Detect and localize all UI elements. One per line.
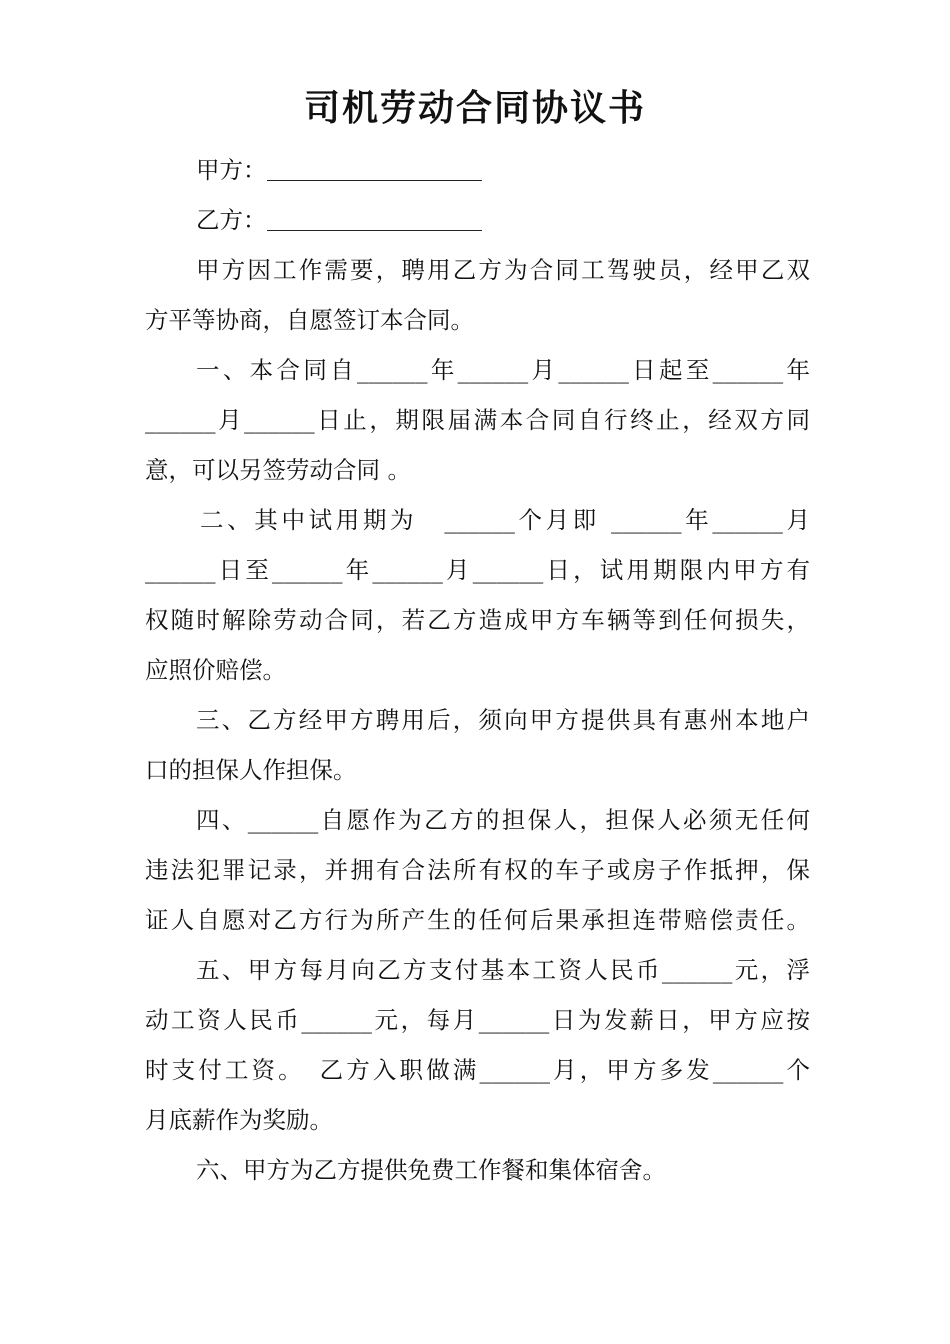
clause-5-line-4: 月底薪作为奖励。 [145, 1106, 333, 1134]
clause-4-line-2: 违法犯罪记录，并拥有合法所有权的车子或房子作抵押，保 [145, 856, 810, 884]
clause-2-line-4: 应照价赔偿。 [145, 656, 286, 684]
clause-4-line-3: 证人自愿对乙方行为所产生的任何后果承担连带赔偿责任。 [145, 906, 810, 934]
clause-1-line-2: ______月______日止，期限届满本合同自行终止，经双方同 [145, 406, 810, 434]
party-a-field [196, 145, 810, 195]
party-a-blank [267, 152, 482, 181]
clause-2-line-1: 二、其中试用期为 ______个月即 ______年______月 [200, 506, 810, 534]
preamble-line-1: 甲方因工作需要，聘用乙方为合同工驾驶员，经甲乙双 [196, 256, 810, 284]
preamble-line-2: 方平等协商，自愿签订本合同。 [145, 306, 474, 334]
clause-2-line-2: ______日至______年______月______日，试用期限内甲方有 [145, 556, 810, 584]
clause-4-line-1: 四、______自愿作为乙方的担保人，担保人必须无任何 [196, 806, 810, 834]
party-b-field [196, 195, 810, 245]
party-a-label: 甲方： [196, 156, 267, 184]
clause-3-line-2: 口的担保人作担保。 [145, 756, 357, 784]
clause-3-line-1: 三、乙方经甲方聘用后，须向甲方提供具有惠州本地户 [196, 706, 810, 734]
clause-6-line-1: 六、甲方为乙方提供免费工作餐和集体宿舍。 [196, 1156, 666, 1184]
party-b-blank [267, 202, 482, 231]
clause-5-line-3: 时支付工资。 乙方入职做满______月，甲方多发______个 [145, 1056, 810, 1084]
clause-5-line-2: 动工资人民币______元，每月______日为发薪日，甲方应按 [145, 1006, 810, 1034]
party-b-label: 乙方： [196, 206, 267, 234]
clause-2-line-3: 权随时解除劳动合同，若乙方造成甲方车辆等到任何损失， [145, 606, 810, 634]
document-title: 司机劳动合同协议书 [303, 87, 646, 129]
clause-5-line-1: 五、甲方每月向乙方支付基本工资人民币______元，浮 [196, 956, 810, 984]
clause-1-line-1: 一、本合同自______年______月______日起至______年 [196, 356, 810, 384]
clause-1-line-3: 意，可以另签劳动合同 。 [145, 456, 411, 484]
